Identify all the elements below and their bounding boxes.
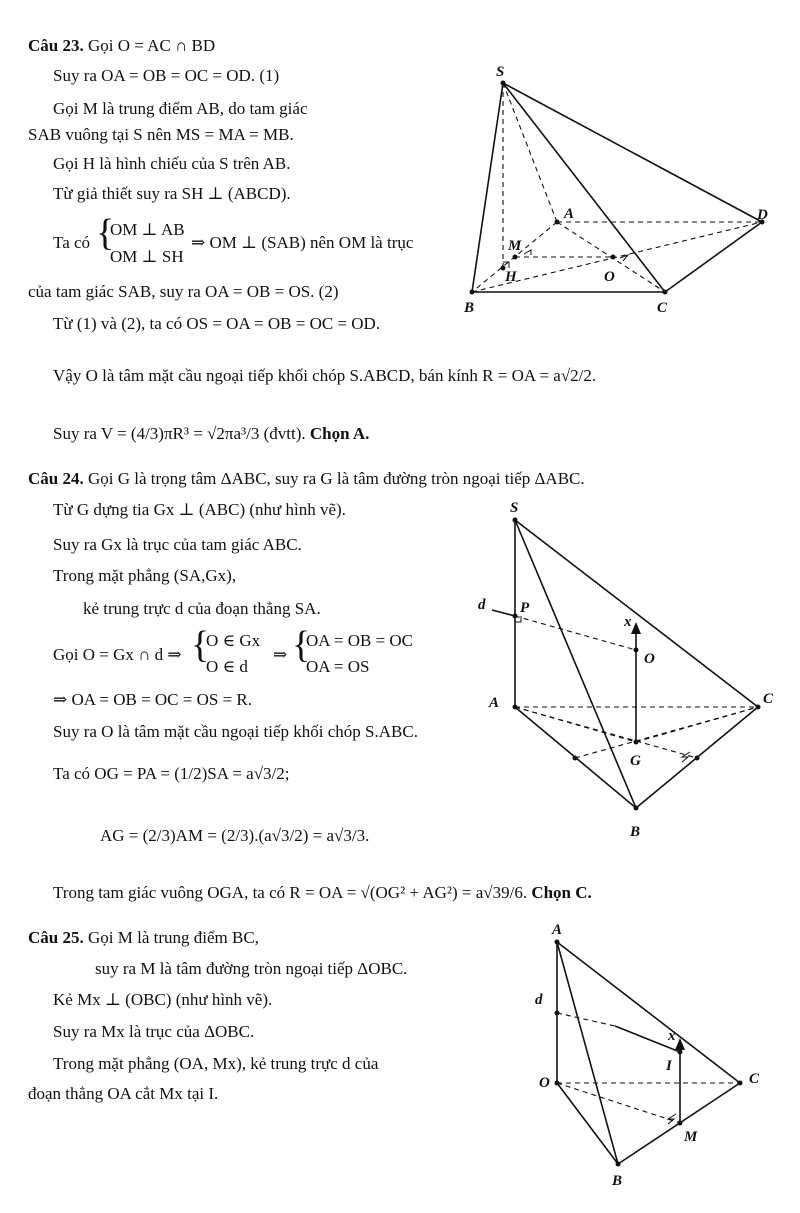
q24-label: Câu 24. (28, 469, 84, 488)
q23-label-h: H (505, 269, 517, 285)
q24-goi: Gọi O = Gx ∩ d ⇒ (53, 645, 182, 664)
q23-label-m: M (508, 238, 522, 254)
q23-label-b: B (464, 300, 475, 316)
q24-line-6: ⇒ OA = OB = OC = OS = R. (53, 690, 253, 709)
q24-sys-1: O ∈ Gx (206, 631, 261, 650)
q25-figure (530, 920, 790, 1200)
q25-label-o: O (539, 1075, 550, 1091)
q25-label-b: B (612, 1173, 623, 1189)
q25-label-a: A (552, 922, 563, 938)
q24-line-5: kẻ trung trực d của đoạn thẳng SA. (83, 599, 321, 618)
q25-edge-ab (557, 942, 618, 1164)
q25-line-2: suy ra M là tâm đường tròn ngoại tiếp ΔOBC. (95, 959, 408, 978)
q24-label-a: A (489, 695, 500, 711)
q25-line-3: Kẻ Mx ⊥ (OBC) (như hình vẽ). (53, 990, 273, 1009)
q23-line-3: Gọi M là trung điểm AB, do tam giác (53, 99, 308, 118)
q24-label-o: O (644, 651, 655, 667)
q23-edge-sd (503, 83, 762, 222)
q24-line-2: Từ G dựng tia Gx ⊥ (ABC) (như hình vẽ). (53, 500, 346, 519)
q23-edge-sa (503, 83, 557, 222)
q25-edge-ob (557, 1083, 618, 1164)
q23-label-c: C (657, 300, 668, 316)
q25-edge-ac (557, 942, 740, 1083)
q23-edge-sc (503, 83, 665, 292)
q25-line-6: đoạn thẳng OA cắt Mx tại I. (28, 1084, 219, 1103)
q24-line-7: Suy ra O là tâm mặt cầu ngoại tiếp khối chóp S.ABC. (53, 722, 418, 741)
q23-label-o: O (604, 269, 615, 285)
q24-label-d: d (478, 597, 486, 613)
q24-line-9: AG = (2/3)AM = (2/3).(a√3/2) = a√3/3. (100, 826, 370, 845)
q23-line-8: của tam giác SAB, suy ra OA = OB = OS. (2) (28, 282, 339, 301)
q23-brace: { (96, 212, 115, 254)
q24-edge-median-a (515, 707, 697, 758)
q24-brace-2: { (292, 624, 311, 666)
q23-line-2: Suy ra OA = OB = OC = OD. (1) (53, 66, 280, 85)
q25-edge-om (557, 1083, 680, 1123)
q24-line-8: Ta có OG = PA = (1/2)SA = a√3/2; (53, 764, 290, 783)
q25-line-4: Suy ra Mx là trục của ΔOBC. (53, 1022, 255, 1041)
q24-answer: Chọn C. (531, 883, 592, 902)
q24-sys-4: OA = OS (306, 657, 370, 676)
q23-answer: Chọn A. (309, 424, 370, 443)
q25-label-c: C (749, 1071, 760, 1087)
q24-line-10: Trong tam giác vuông OGA, ta có R = OA = √(OG² + AG²) = a√39/6. Chọn C. (53, 883, 592, 902)
q23-sys-2: OM ⊥ SH (110, 247, 184, 266)
q24-implies: ⇒ (273, 645, 288, 664)
q24-label-x: x (624, 614, 632, 630)
q24-line-3: Suy ra Gx là trục của tam giác ABC. (53, 535, 302, 554)
q24-line-1: Câu 24. Gọi G là trọng tâm ΔABC, suy ra G là tâm đường tròn ngoại tiếp ΔABC. (28, 469, 585, 488)
q24-edge-po (515, 616, 636, 650)
q25-label-d: d (535, 992, 543, 1008)
q23-line-5: Gọi H là hình chiếu của S trên AB. (53, 154, 291, 173)
q23-line-4: SAB vuông tại S nên MS = MA = MB. (28, 125, 294, 144)
q25-label-m: M (684, 1129, 698, 1145)
q23-figure (460, 55, 790, 325)
q23-label-a: A (564, 206, 575, 222)
q25-line-5: Trong mặt phẳng (OA, Mx), kẻ trung trực d của (53, 1054, 379, 1073)
q24-edge-d (492, 610, 515, 616)
q24-sys-3: OA = OB = OC (306, 631, 414, 650)
q23-line-10: Vậy O là tâm mặt cầu ngoại tiếp khối chóp S.ABCD, bán kính R = OA = a√2/2. (53, 366, 597, 385)
q23-label: Câu 23. (28, 36, 84, 55)
q25-label-x: x (668, 1028, 676, 1044)
q25-label-i: I (666, 1058, 672, 1074)
q23-taco: Ta có (53, 233, 91, 252)
q24-label-b: B (630, 824, 641, 840)
q25-edge-d (557, 1013, 615, 1026)
q23-sys-1: OM ⊥ AB (110, 220, 185, 239)
q24-sys-2: O ∈ d (206, 657, 248, 676)
q23-line-9: Từ (1) và (2), ta có OS = OA = OB = OC = OD. (53, 314, 381, 333)
q24-label-p: P (520, 600, 530, 616)
q24-arrow-x (631, 622, 641, 634)
q24-label-s: S (510, 500, 519, 516)
q23-label-d: D (757, 207, 768, 223)
q23-line-11: Suy ra V = (4/3)πR³ = √2πa³/3 (đvtt). Chọn A. (53, 424, 370, 443)
q24-label-c: C (763, 691, 774, 707)
q23-line-1: Câu 23. Gọi O = AC ∩ BD (28, 36, 216, 55)
q25-label: Câu 25. (28, 928, 84, 947)
q24-figure (470, 495, 790, 845)
q23-edge-sb (472, 83, 503, 292)
q24-brace-1: { (191, 624, 210, 666)
q23-edge-cd (665, 222, 762, 292)
q25-line-1: Câu 25. Gọi M là trung điểm BC, (28, 928, 259, 947)
q24-line-4: Trong mặt phẳng (SA,Gx), (53, 566, 237, 585)
q23-label-s: S (496, 64, 505, 80)
q23-line-6: Từ giả thiết suy ra SH ⊥ (ABCD). (53, 184, 291, 203)
q24-label-g: G (630, 753, 641, 769)
q24-edge-sb (515, 520, 636, 808)
q23-line-7: ⇒ OM ⊥ (SAB) nên OM là trục (191, 233, 414, 252)
